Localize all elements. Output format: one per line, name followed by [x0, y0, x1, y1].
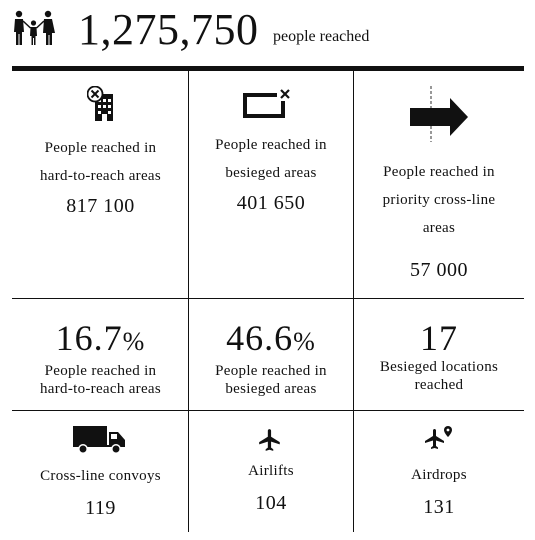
cell-label: People reached in [44, 363, 157, 379]
header [0, 0, 535, 66]
locations-value: 17 [420, 318, 458, 358]
percentage-value: 16.7% [55, 318, 146, 358]
cell-label: Cross-line convoys [40, 468, 161, 484]
total-people-reached: 1,275,750 [78, 5, 259, 54]
airplane-icon [257, 427, 283, 453]
cell-label: Airlifts [248, 463, 294, 479]
cell-pct-hard-to-reach [13, 318, 188, 398]
cell-label: People reached in [383, 164, 495, 180]
cell-besieged [189, 131, 353, 217]
family-icon [12, 10, 56, 46]
header-divider [12, 66, 524, 71]
cell-cross-line [354, 158, 524, 284]
percentage-value: 46.6% [226, 318, 316, 358]
cell-besieged-locations [354, 318, 524, 394]
cell-pct-besieged [189, 318, 353, 398]
cell-label: priority cross-line [382, 192, 496, 208]
cell-value: 119 [85, 497, 116, 519]
blocked-building-icon [87, 86, 117, 122]
total-people-reached-label: people reached [273, 28, 370, 45]
row-divider [12, 410, 524, 411]
cell-value: 104 [255, 492, 287, 514]
cell-label: People reached in [44, 140, 157, 156]
cell-value: 817 100 [66, 195, 135, 217]
cell-value: 401 650 [236, 192, 306, 214]
cell-airdrops [354, 461, 524, 521]
cell-label: Airdrops [411, 467, 467, 483]
cell-label: People reached in [215, 363, 327, 379]
cell-label: besieged areas [225, 165, 317, 181]
besieged-box-icon [243, 86, 295, 120]
cell-value: 131 [423, 496, 455, 518]
truck-icon [72, 424, 128, 454]
cell-label: besieged areas [225, 381, 317, 397]
cell-hard-to-reach [13, 134, 188, 220]
cell-convoys [13, 462, 188, 522]
cell-label: reached [414, 377, 464, 393]
cell-label: hard-to-reach areas [39, 381, 162, 397]
cross-line-arrow-icon [408, 86, 470, 142]
cell-value: 57 000 [410, 259, 468, 281]
cell-label: People reached in [215, 137, 327, 153]
cell-label: Besieged locations [379, 359, 499, 375]
row-divider [12, 298, 524, 299]
cell-label: hard-to-reach areas [39, 168, 162, 184]
cell-airlifts [189, 457, 353, 517]
airdrop-plane-icon [423, 424, 455, 454]
cell-label: areas [422, 220, 456, 236]
